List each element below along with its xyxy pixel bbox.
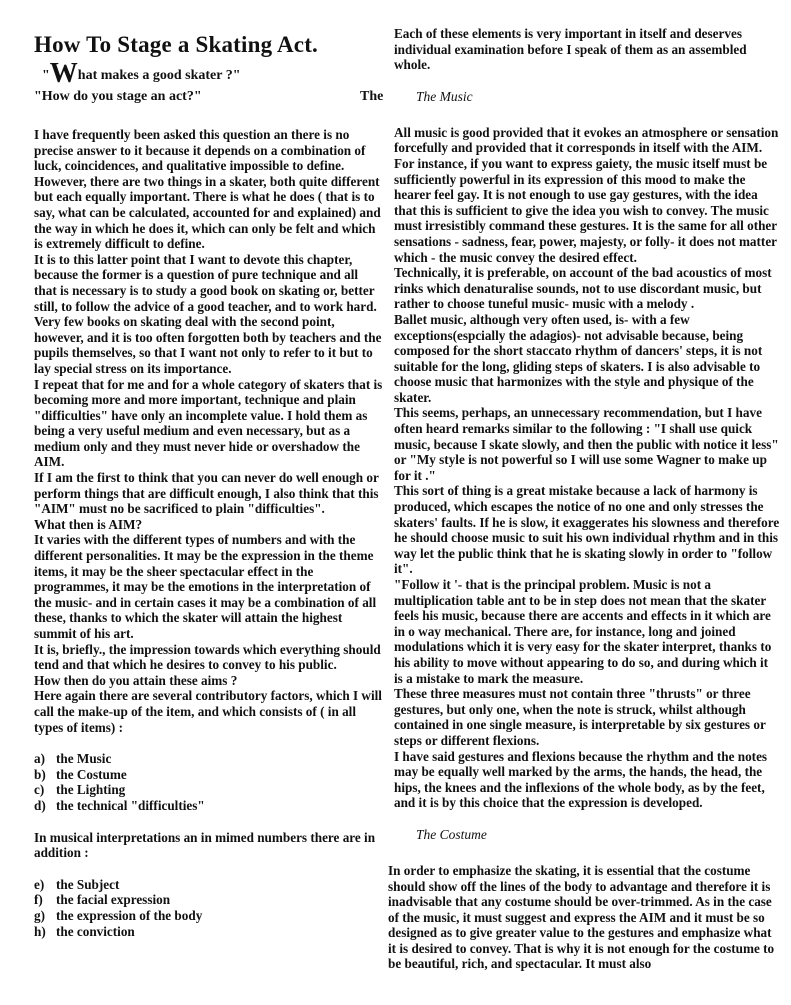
list-marker: e) xyxy=(34,876,45,892)
paragraph: Each of these elements is very important in itself and deserves individual examination before I speak of them as an assembled whole. xyxy=(394,26,747,73)
addition-paragraph xyxy=(34,830,384,861)
list-marker: f) xyxy=(34,892,43,908)
list-text: the Music xyxy=(56,751,112,767)
intro-paragraph xyxy=(394,26,780,73)
paragraph: "Follow it '- that is the principal problem. Music is not a multiplication table ant to be in step does not mean that the skater feels his music, because there are accents and effects in it which are in o way mechanical. There are, for instance, long and joined modulations which it is very easy for the skater interpret, thanks to his ability to move without appearing to do so, and during which it is a mistake to mark the measure. xyxy=(394,577,772,686)
list-text: the conviction xyxy=(56,923,135,939)
list-text: the Subject xyxy=(56,876,120,892)
left-column xyxy=(34,0,384,939)
opening-question-text: hat makes a good skater ?" xyxy=(77,68,241,83)
paragraph: Very few books on skating deal with the second point, however, and it is too often forgotten both by teachers and the pupils themselves, so that I want not only to refer to it but to lay special stress on its importance. xyxy=(34,314,382,376)
second-question xyxy=(34,89,384,105)
list-marker: h) xyxy=(34,923,46,939)
paragraph: In order to emphasize the skating, it is essential that the costume should show off the lines of the body to advantage and therefore it is inadvisable that any costume should be over-trimmed. As in the case of the music, it must suggest and express the AIM and it must be so designed as to give greater value to the gestures and emphasize what it is desired to convey. That is why it is not enough for the costume to be beautiful, rich, and spectacular. It must also xyxy=(388,862,775,972)
paragraph: In musical interpretations an in mimed numbers there are in addition : xyxy=(34,829,376,861)
list-item xyxy=(34,924,384,940)
music-section xyxy=(394,125,780,811)
left-body xyxy=(34,127,384,735)
paragraph: If I am the first to think that you can never do well enough or perform things that are difficult enough, I also think that this "AIM" must no be sacrificed to plain "difficulties". xyxy=(34,470,379,517)
paragraph: This seems, perhaps, an unnecessary recommendation, but I have often heard remarks similar to the following : "I shall use quick music, because I skate slowly, and then the public with notice it less" or "My style is not powerful so I will use some Wagner to make up for it ." xyxy=(394,405,779,483)
list-text: the Lighting xyxy=(56,782,126,798)
paragraph: How then do you attain these aims ? xyxy=(34,672,238,688)
list-marker: a) xyxy=(34,751,45,767)
paragraph: I have said gestures and flexions because the rhythm and the notes may be equally well marked by the arms, the hands, the head, the hips, the knees and the inflexions of the whole body, as by the feet, and it is by this choice that the expression is developed. xyxy=(394,748,768,811)
list-text: the Costume xyxy=(56,766,127,782)
paragraph: These three measures must not contain three "thrusts" or three gestures, but only one, when the note is struck, whilst although contained in one single measure, is interpretable by six gestures or steps or different flexions. xyxy=(394,686,766,748)
list-item xyxy=(34,908,384,924)
list-text: the expression of the body xyxy=(56,907,203,923)
list-text: the technical "difficulties" xyxy=(56,797,205,813)
list-item xyxy=(34,798,384,814)
drop-letter: W xyxy=(49,58,78,89)
list-marker: c) xyxy=(34,782,45,798)
paragraph: Here again there are several contributory factors, which I will call the make-up of the item, and which consists of ( in all types of items) : xyxy=(34,688,382,735)
right-column xyxy=(388,0,780,972)
paragraph: It varies with the different types of numbers and with the different personalities. It may be the expression in the theme items, it may be the sheer spectacular effect in the programmes, it may be the emotions in the interpretation of the music- and in certain cases it may be a combination of all these, thanks to which the skater will attain the highest summit of his art. xyxy=(34,532,377,641)
list-item xyxy=(34,782,384,798)
costume-heading: The Costume xyxy=(416,826,487,842)
list-marker: d) xyxy=(34,797,46,813)
opening-question xyxy=(42,58,384,89)
costume-section xyxy=(388,863,780,972)
paragraph: All music is good provided that it evokes an atmosphere or sensation forcefully and provided that it corresponds in itself with the AIM. For instance, if you want to express gaiety, the music itself must be sufficiently powerful in its expression of this mood to make the hearer feel gay. It is not enough to use gay gestures, with the idea that this is sufficient to give the idea you wish to convey. The music must irresistibly command these gestures. It is the same for all other sensations - sadness, fear, power, majesty, or folly- it does not matter which - the music convey the desired effect. xyxy=(394,124,779,265)
list-marker: g) xyxy=(34,907,45,923)
paragraph: I repeat that for me and for a whole category of skaters that is becoming more and more important, technique and plain "difficulties" have only an incomplete value. I hold them as being a very useful medium and even necessary, but as a medium only and they must never hide or overshadow the AIM. xyxy=(34,376,383,470)
list-item xyxy=(34,877,384,893)
page-title: How To Stage a Skating Act. xyxy=(34,32,319,57)
additional-elements-list xyxy=(34,877,384,939)
opening-quote: " xyxy=(42,68,50,83)
list-item xyxy=(34,892,384,908)
second-question-text: "How do you stage an act?" xyxy=(34,89,202,104)
list-item xyxy=(34,751,384,767)
list-text: the facial expression xyxy=(56,892,171,908)
list-marker: b) xyxy=(34,766,46,782)
second-question-tail: The xyxy=(360,89,384,104)
paragraph: Technically, it is preferable, on account of the bad acoustics of most rinks which denaturalise sounds, not to use discordant music, but rather to choose tuneful music- music with a melody . xyxy=(394,265,772,312)
paragraph: What then is AIM? xyxy=(34,516,143,532)
paragraph: It is to this latter point that I want to devote this chapter, because the former is a question of pure technique and all that is necessary is to study a good book on skating or, better still, to follow the advice of a good teacher, and to work hard. xyxy=(34,251,377,314)
list-item xyxy=(34,767,384,783)
paragraph: This sort of thing is a great mistake because a lack of harmony is produced, which escapes the notice of no one and only stresses the skaters' faults. If he is slow, it exaggerates his slowness and therefore he should choose music to suit his own individual rhythm and in this way let the public think that he is skating slowly in order to "follow it". xyxy=(394,483,780,577)
paragraph: Ballet music, although very often used, is- with a few exceptions(espcially the adagios)- not advisable because, being composed for the short staccato rhythm of dancers' steps, it is not suitable for the long, gliding steps of skaters. I is also advisable to choose music that harmonizes with the style and physique of the skater. xyxy=(394,311,763,405)
paragraph: I have frequently been asked this question an there is no precise answer to it because it depends on a combination of luck, coincidences, and qualitative impossible to define. However, there are two things in a skater, both quite different but each equally important. There is what he does ( that is to say, what can be calculated, accounted for and explained) and the way in which he does it, which can only be felt and which is extremely difficult to define. xyxy=(34,127,381,252)
elements-list xyxy=(34,751,384,813)
music-heading: The Music xyxy=(416,88,473,104)
paragraph: It is, briefly., the impression towards which everything should tend and that which he desires to convey to his public. xyxy=(34,641,381,673)
